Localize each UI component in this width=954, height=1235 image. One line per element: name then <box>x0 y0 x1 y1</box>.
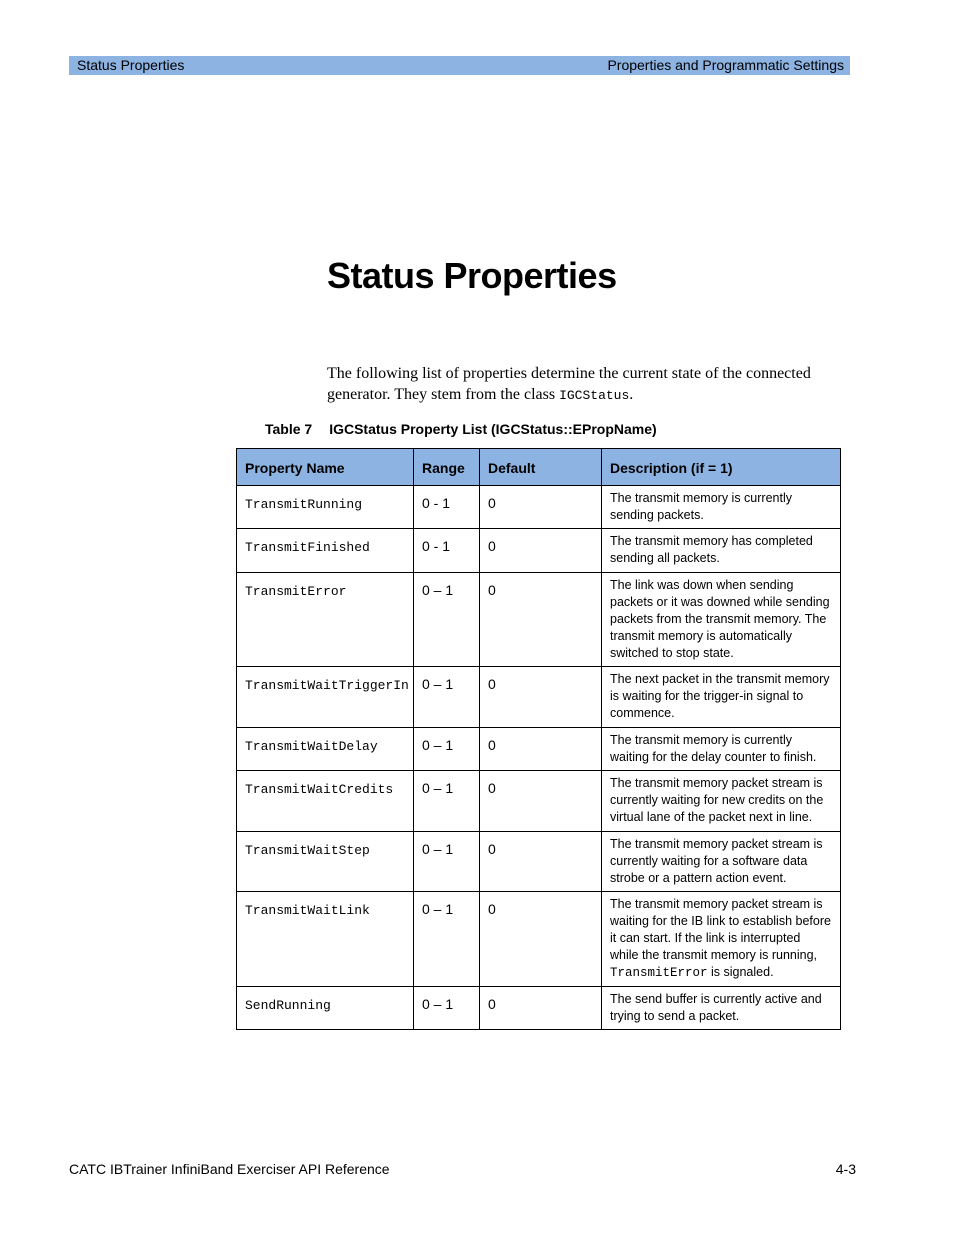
description-cell: The transmit memory packet stream is currently waiting for a software data strobe or a pattern action event. <box>602 832 841 892</box>
range-cell: 0 - 1 <box>414 486 480 529</box>
default-cell: 0 <box>480 892 602 987</box>
property-name-cell: TransmitError <box>237 573 414 667</box>
range-cell: 0 – 1 <box>414 892 480 987</box>
default-cell: 0 <box>480 573 602 667</box>
table-row <box>237 728 841 771</box>
footer-page-number: 4-3 <box>835 1161 856 1177</box>
range-cell: 0 – 1 <box>414 987 480 1030</box>
property-name-cell: SendRunning <box>237 987 414 1030</box>
default-cell: 0 <box>480 832 602 892</box>
table-caption <box>265 421 657 437</box>
property-name-cell: TransmitWaitTriggerIn <box>237 667 414 728</box>
property-name-cell: TransmitWaitLink <box>237 892 414 987</box>
table-row <box>237 892 841 987</box>
description-cell: The transmit memory packet stream is currently waiting for new credits on the virtual lane of the packet next in line. <box>602 771 841 832</box>
description-text: The transmit memory packet stream is waiting for the IB link to establish before it can start. If the link is interrupted while the transmit memory is running, <box>610 897 831 962</box>
range-cell: 0 – 1 <box>414 771 480 832</box>
range-cell: 0 – 1 <box>414 573 480 667</box>
property-name-cell: TransmitWaitStep <box>237 832 414 892</box>
range-cell: 0 – 1 <box>414 667 480 728</box>
header-section-title: Status Properties <box>77 57 185 73</box>
description-cell <box>602 892 841 987</box>
default-cell: 0 <box>480 667 602 728</box>
description-cell: The link was down when sending packets or it was downed while sending packets from the transmit memory. The transmit memory is automatically switched to stop state. <box>602 573 841 667</box>
table-caption-text: IGCStatus Property List (IGCStatus::EPropName) <box>329 421 657 437</box>
range-cell: 0 - 1 <box>414 529 480 573</box>
description-cell: The next packet in the transmit memory is waiting for the trigger-in signal to commence. <box>602 667 841 728</box>
table-row <box>237 573 841 667</box>
header-chapter-title: Properties and Programmatic Settings <box>607 57 844 73</box>
column-header-description: Description (if = 1) <box>602 449 841 486</box>
footer-document-title: CATC IBTrainer InfiniBand Exerciser API Reference <box>69 1161 390 1177</box>
description-code: TransmitError <box>610 966 708 980</box>
table-row <box>237 529 841 573</box>
property-name-cell: TransmitFinished <box>237 529 414 573</box>
description-cell: The transmit memory has completed sending all packets. <box>602 529 841 573</box>
default-cell: 0 <box>480 728 602 771</box>
default-cell: 0 <box>480 771 602 832</box>
table-row <box>237 486 841 529</box>
page-title: Status Properties <box>327 255 617 296</box>
table-row <box>237 987 841 1030</box>
range-cell: 0 – 1 <box>414 832 480 892</box>
intro-text: The following list of properties determine the current state of the connected generator. They stem from the class <box>327 365 811 403</box>
status-property-table <box>236 448 841 1030</box>
table-row <box>237 771 841 832</box>
table-row <box>237 667 841 728</box>
default-cell: 0 <box>480 486 602 529</box>
property-name-cell: TransmitWaitCredits <box>237 771 414 832</box>
description-cell: The transmit memory is currently sending packets. <box>602 486 841 529</box>
table-header-row <box>237 449 841 486</box>
range-cell: 0 – 1 <box>414 728 480 771</box>
table-caption-label: Table 7 <box>265 421 313 437</box>
column-header-range: Range <box>414 449 480 486</box>
description-cell: The transmit memory is currently waiting for the delay counter to finish. <box>602 728 841 771</box>
column-header-property-name: Property Name <box>237 449 414 486</box>
default-cell: 0 <box>480 529 602 573</box>
column-header-default: Default <box>480 449 602 486</box>
property-name-cell: TransmitRunning <box>237 486 414 529</box>
description-cell: The send buffer is currently active and trying to send a packet. <box>602 987 841 1030</box>
intro-paragraph <box>327 363 827 406</box>
default-cell: 0 <box>480 987 602 1030</box>
running-header <box>69 56 850 75</box>
description-text-end: is signaled. <box>707 965 774 979</box>
table-row <box>237 832 841 892</box>
intro-end: . <box>629 386 634 403</box>
property-name-cell: TransmitWaitDelay <box>237 728 414 771</box>
intro-class-name: IGCStatus <box>559 388 630 403</box>
